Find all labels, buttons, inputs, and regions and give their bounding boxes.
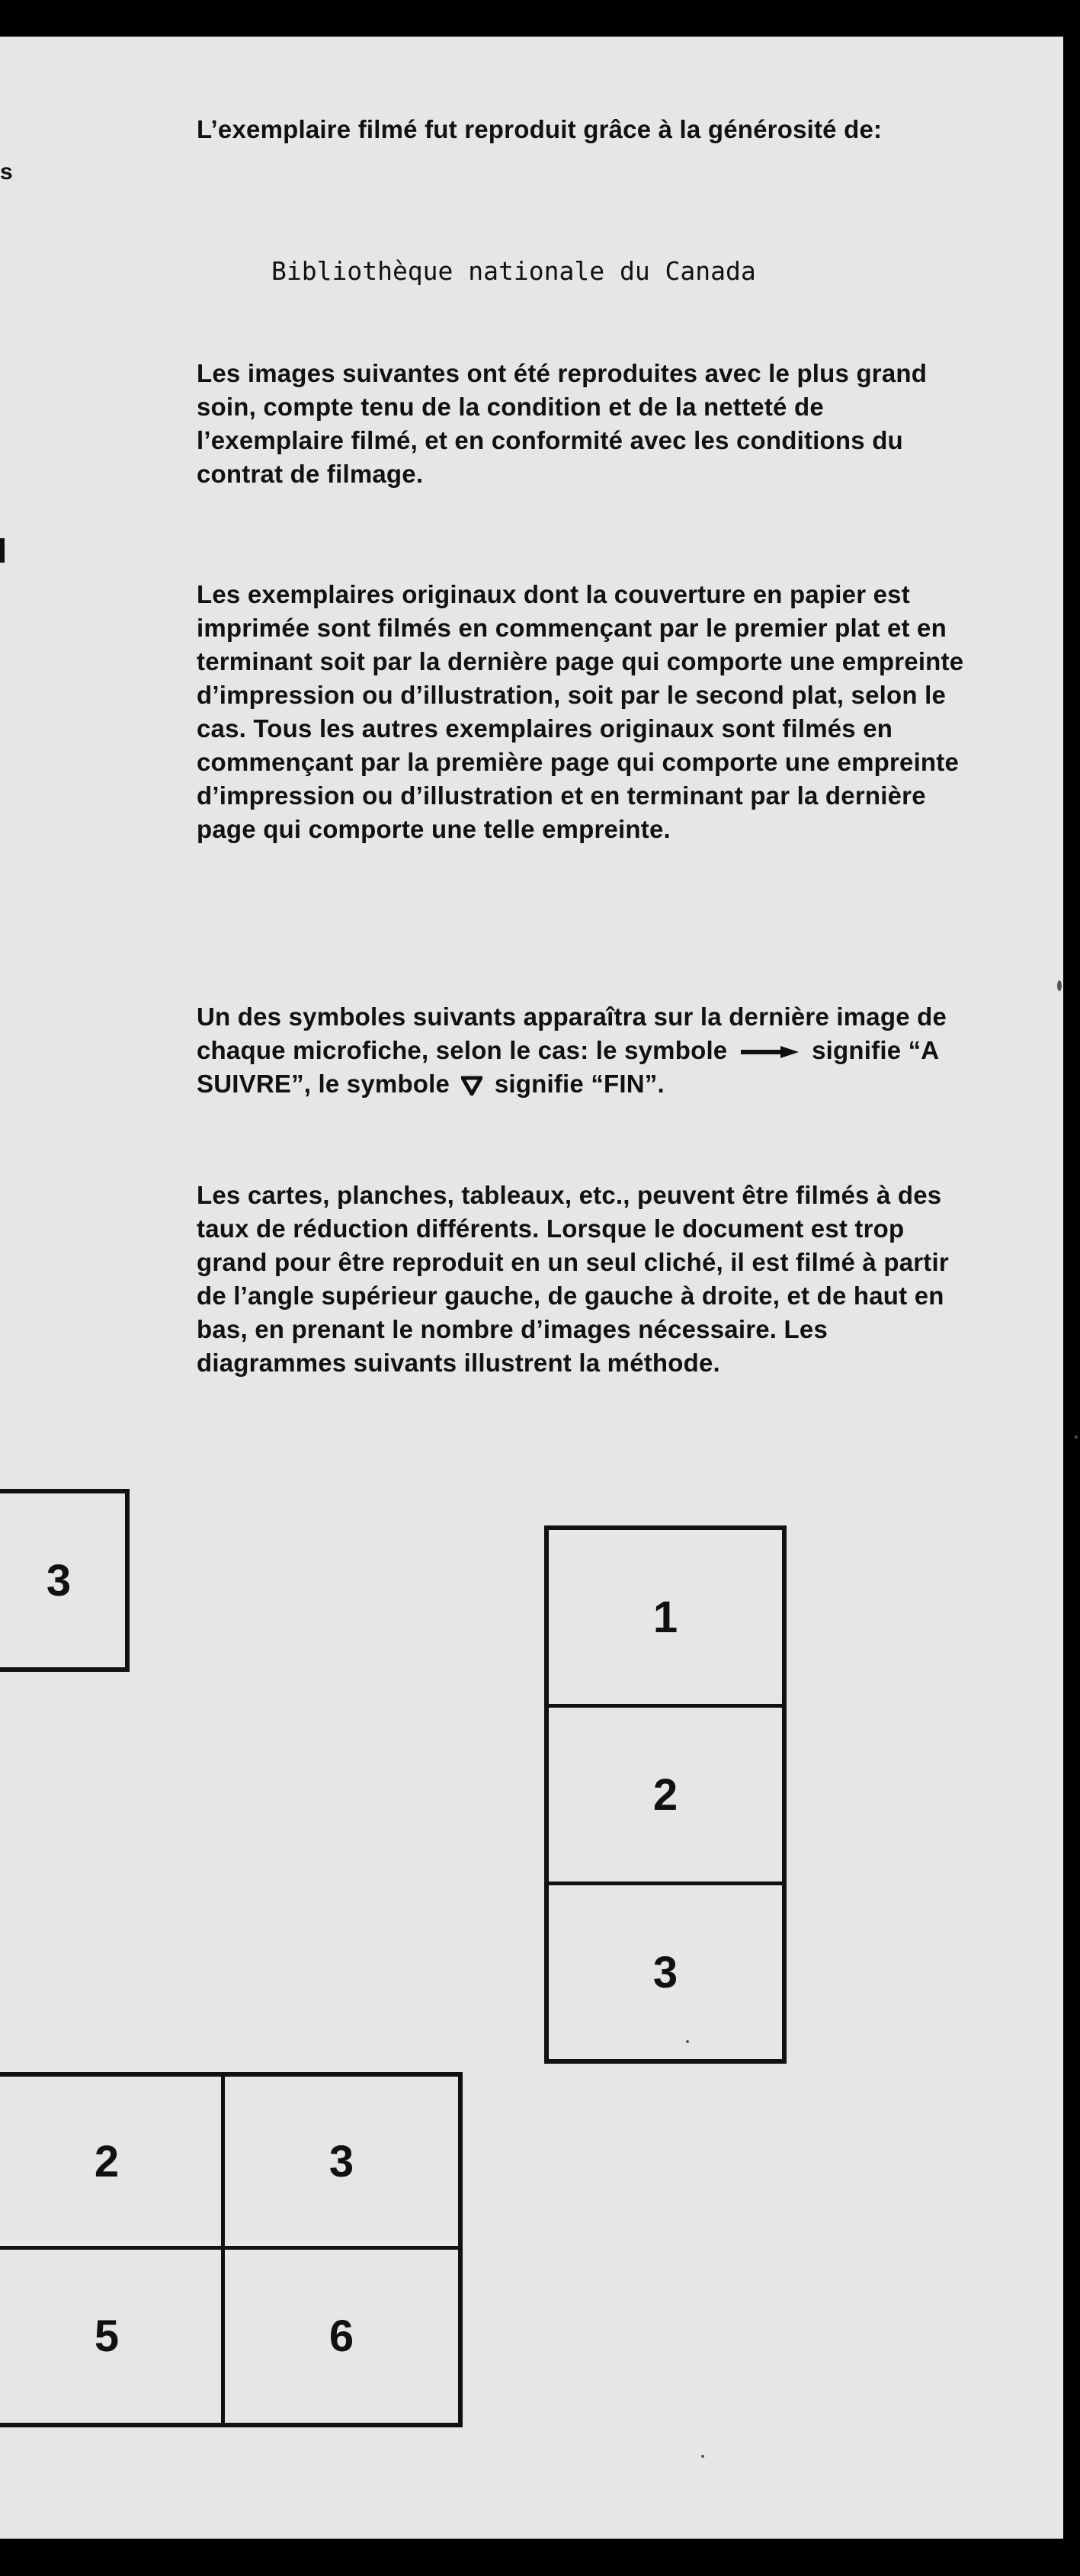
diagram-grid (0, 2072, 463, 2427)
symbols-text-3: signifie “FIN”. (494, 1070, 665, 1098)
edge-mark (0, 538, 5, 563)
paragraph-maps: Les cartes, planches, tableaux, etc., peuvent être filmés à des taux de réduction différents. Lorsque le document est trop grand pour être reproduit en un seul cliché, il est filmé à partir de l’angle supérieur gauche, de gauche à droite, et de haut en bas, en prenant le nombre d’images nécessaire. Les diagrammes suivants illustrent la méthode. (197, 1181, 949, 1377)
diagram-vertical-stack (544, 1525, 787, 2064)
symbols-text-2: signifie “A SUIVRE”, le symbole (197, 1036, 939, 1098)
film-speck (701, 2455, 704, 2458)
stack-cell-1: 1 (549, 1530, 782, 1708)
grid-cell-5: 5 (0, 2250, 225, 2423)
stack-cell-2: 2 (549, 1708, 782, 1885)
film-speck (1075, 1436, 1078, 1439)
cut-off-edge-text: s (0, 159, 13, 184)
symbols-text-1: Un des symboles suivants apparaîtra sur la dernière image de chaque microfiche, selon le cas: le symbole (197, 1002, 947, 1064)
library-name: Bibliothèque nationale du Canada (271, 256, 756, 286)
stack-cell-3: 3 (652, 1947, 678, 1997)
diagram-single-row-box: 3 (0, 1489, 130, 1672)
paragraph-images: Les images suivantes ont été reproduites avec le plus grand soin, compte tenu de la condition et de la netteté de l’exemplaire filmé, et en conformité avec les conditions du contrat de filmage. (197, 359, 928, 488)
film-speck (686, 2040, 689, 2043)
grid-cell-2: 2 (0, 2077, 225, 2250)
grid-cell-6: 6 (328, 2311, 354, 2361)
microfilm-page (0, 37, 1063, 2539)
paragraph-originals: Les exemplaires originaux dont la couverture en papier est imprimée sont filmés en commençant par le premier plat et en terminant soit par la dernière page qui comporte une empreinte d’impression ou d’illustration, soit par le second plat, selon le cas. Tous les autres exemplaires originaux sont filmés en commençant par la première page qui comporte une empreinte d’impression ou d’illustration et en terminant par la dernière page qui comporte une telle empreinte. (197, 580, 964, 843)
arrow-right-icon (739, 1044, 800, 1060)
intro-paragraph: L’exemplaire filmé fut reproduit grâce à la générosité de: (197, 115, 883, 143)
paragraph-symbols (197, 1000, 974, 1101)
film-speck (1057, 980, 1062, 991)
grid-cell-3: 3 (225, 2077, 458, 2250)
triangle-down-icon (461, 1076, 482, 1096)
